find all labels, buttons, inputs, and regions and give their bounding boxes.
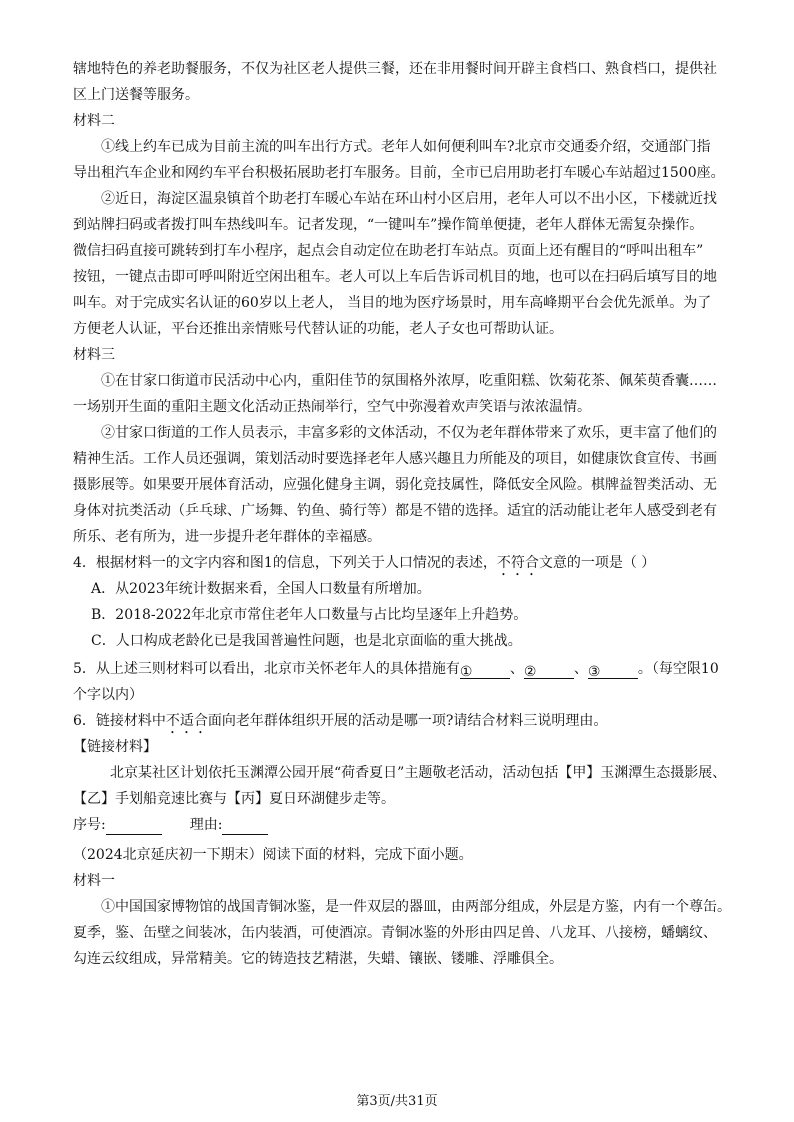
question-text: 6．链接材料中 [73, 713, 166, 729]
option-c: C．人口构成老龄化已是我国普遍性问题，也是北京面临的重大挑战。 [91, 633, 522, 649]
option-a: A．从2023年统计数据来看，全国人口数量有所增加。 [91, 581, 431, 597]
source-intro: （2024北京延庆初一下期末）阅读下面的材料，完成下面小题。 [73, 847, 473, 863]
question-text: 4．根据材料一的文字内容和图1的信息，下列关于人口情况的表述， [73, 555, 497, 571]
question-text: 。（每空限10 [637, 661, 719, 677]
text-line: ②近日，海淀区温泉镇首个助老打车暖心车站在环山村小区启用，老年人可以不出小区，下楼就近找 [101, 191, 717, 207]
text-line: 夏季，鉴、缶壁之间装冰，缶内装酒，可使酒凉。青铜冰鉴的外形由四足兽、八龙耳、八接榜，蟠螭纹、 [73, 925, 717, 941]
text-line: 微信扫码直接可跳转到打车小程序，起点会自动定位在助老打车站点。页面上还有醒目的“呼叫出租车” [73, 243, 704, 259]
text-line: 辖地特色的养老助餐服务，不仅为社区老人提供三餐，还在非用餐时间开辟主食档口、熟食档口，提供社 [73, 61, 717, 77]
text-line: ①线上约车已成为目前主流的叫车出行方式。老年人如何便利叫车?北京市交通委介绍，交通部门指 [101, 139, 711, 155]
text-line: 勾连云纹组成，异常精美。它的铸造技艺精湛，失蜡、镶嵌、镂雕、浮雕俱全。 [73, 951, 563, 967]
text-line: 叫车。对于完成实名认证的60岁以上老人， 当目的地为医疗场景时，用车高峰期平台会优先派单。为了 [73, 295, 712, 311]
text-line: 导出租汽车企业和网约车平台积极拓展助老打车服务。目前，全市已启用助老打车暖心车站超过1500座。 [73, 165, 725, 181]
text-line: 北京某社区计划依托玉渊潭公园开展“荷香夏日”主题敬老活动，活动包括【甲】玉渊潭生态摄影展、 [110, 765, 727, 781]
question-4-stem [73, 553, 655, 579]
section-heading: 材料二 [73, 113, 115, 129]
text-line: 身体对抗类活动（乒乓球、广场舞、钓鱼、骑行等）都是不错的选择。适宜的活动能让老年人感受到老有 [73, 503, 717, 519]
reason-label: 理由: [189, 817, 223, 833]
answer-row [73, 815, 268, 835]
seq-label: 序号: [73, 817, 106, 833]
question-text: 5．从上述三则材料可以看出，北京市关怀老年人的具体措施有 [73, 661, 460, 677]
separator: 、 [573, 661, 588, 677]
answer-blank-1[interactable] [460, 662, 510, 679]
text-line: 个字以内） [73, 687, 143, 703]
section-heading: 材料一 [73, 873, 115, 889]
question-5-stem [73, 659, 719, 679]
seq-answer-blank[interactable] [106, 818, 162, 835]
text-line: 按钮，一键点击即可呼叫附近空闲出租车。老人可以上车后告诉司机目的地，也可以在扫码后填写目的地 [73, 269, 717, 285]
text-line: 区上门送餐等服务。 [73, 87, 199, 103]
text-line: 一场别开生面的重阳主题文化活动正热闹举行，空气中弥漫着欢声笑语与浓浓温情。 [73, 399, 591, 415]
answer-blank-2[interactable] [524, 662, 574, 679]
reason-answer-blank[interactable] [222, 818, 268, 835]
blank-marker: ③ [587, 664, 601, 680]
separator: 、 [509, 661, 524, 677]
emphasis-text: 不适合 [165, 713, 208, 729]
emphasis-text: 不符合 [496, 555, 539, 571]
text-line: 【乙】手划船竞速比赛与【丙】夏日环湖健步走等。 [73, 791, 395, 807]
text-line: ②甘家口街道的工作人员表示，丰富多彩的文体活动，不仅为老年群体带来了欢乐，更丰富了他们的 [101, 425, 717, 441]
text-line: 方便老人认证，平台还推出亲情账号代替认证的功能，老人子女也可帮助认证。 [73, 321, 563, 337]
page-number: 第3页/共31页 [356, 1094, 438, 1109]
text-line: ①在甘家口街道市民活动中心内，重阳佳节的氛围格外浓厚，吃重阳糕、饮菊花茶、佩茱萸香囊…… [101, 373, 717, 389]
link-material-label: 【链接材料】 [73, 739, 157, 755]
question-text: 文意的一项是（ ） [538, 555, 656, 571]
question-text: 面向老年群体组织开展的活动是哪一项?请结合材料三说明理由。 [207, 713, 608, 729]
blank-marker: ① [459, 664, 473, 680]
option-b: B．2018-2022年北京市常住老年人口数量与占比均呈逐年上升趋势。 [91, 607, 528, 623]
text-line: 摄影展等。如果要开展体育活动，应强化健身主调，弱化竞技属性，降低安全风险。棋牌益智类活动、无 [73, 477, 717, 493]
text-line: 到站牌扫码或者拨打叫车热线叫车。记者发现，“一键叫车”操作简单便捷，老年人群体无需复杂操作。 [73, 217, 704, 233]
answer-blank-3[interactable] [588, 662, 638, 679]
question-6-stem [73, 711, 607, 737]
text-line: 所乐、老有所为，进一步提升老年群体的幸福感。 [73, 529, 381, 545]
text-line: 精神生活。工作人员还强调，策划活动时要选择老年人感兴趣且力所能及的项目，如健康饮食宣传、书画 [73, 451, 717, 467]
section-heading: 材料三 [73, 347, 115, 363]
blank-marker: ② [523, 664, 537, 680]
text-line: ①中国国家博物馆的战国青铜冰鉴，是一件双层的器皿，由两部分组成，外层是方鉴，内有一个尊缶。 [101, 899, 731, 915]
